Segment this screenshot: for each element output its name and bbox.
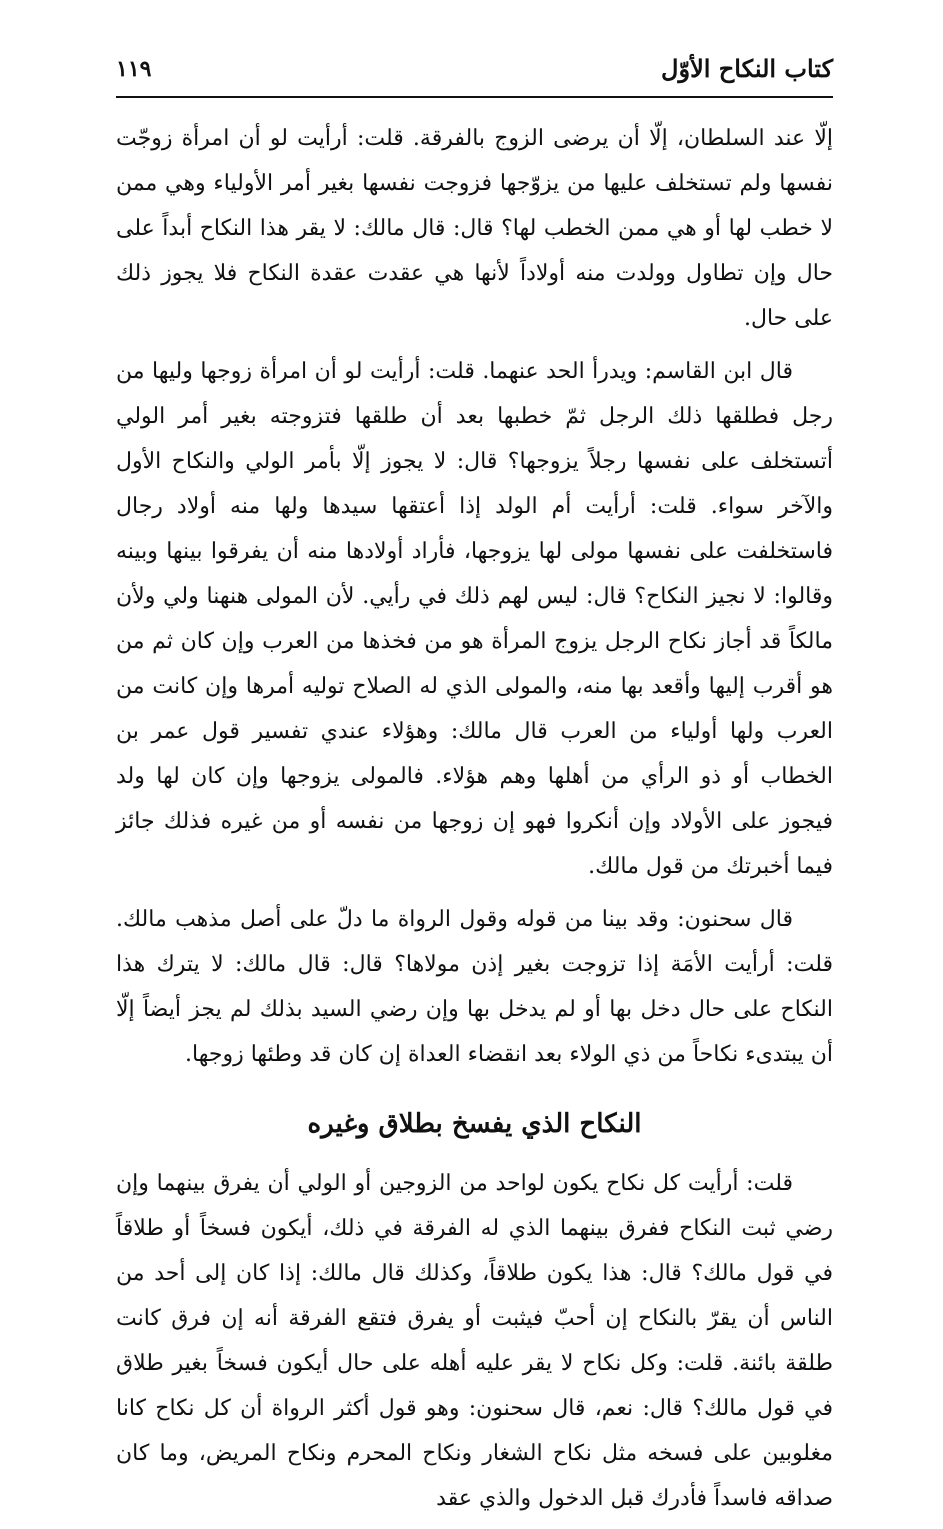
paragraph: قال ابن القاسم: ويدرأ الحد عنهما. قلت: أرأيت لو أن امرأة زوجها وليها من رجل فطلقها ذلك الرجل ثمّ خطبها بعد أن طلقها فتزوجته بغير أمر الولي أتستخلف على نفسها رجلاً يزوجها؟ قال: لا يجوز إلّا بأمر الولي والنكاح الأول والآخر سواء. قلت: أرأيت أم الولد إذا أعتقها سيدها ولها منه أولاد رجال فاستخلفت على نفسها مولى لها يزوجها، فأراد أولادها منه أن يفرقوا بينها وبينه وقالوا: لا نجيز النكاح؟ قال: ليس لهم ذلك في رأيي. لأن المولى هنهنا ولي ولأن مالكاً قد أجاز نكاح الرجل يزوج المرأة هو من فخذها من العرب وإن كان ثم من هو أقرب إليها وأقعد بها منه، والمولى الذي له الصلاح توليه أمرها وإن كانت من العرب ولها أولياء من العرب قال مالك: وهؤلاء عندي تفسير قول عمر بن الخطاب أو ذو الرأي من أهلها وهم هؤلاء. فالمولى يزوجها وإن كان لها ولد فيجوز على الأولاد وإن أنكروا فهو إن زوجها من نفسه أو من غيره فذلك جائز فيما أخبرتك من قول مالك. xyxy=(116,359,833,879)
paragraph: قلت: أرأيت كل نكاح يكون لواحد من الزوجين أو الولي أن يفرق بينهما وإن رضي ثبت النكاح ففرق بينهما الذي له الفرقة في ذلك، أيكون فسخاً أو طلاقاً في قول مالك؟ قال: هذا يكون طلاقاً، وكذلك قال مالك: إذا كان إلى أحد من الناس أن يقرّ بالنكاح إن أحبّ فيثبت أو يفرق فتقع الفرقة أنه إن فرق كانت طلقة بائنة. قلت: وكل نكاح لا يقر عليه أهله على حال أيكون فسخاً بغير طلاق في قول مالك؟ قال: نعم، قال سحنون: وهو قول أكثر الرواة أن كل نكاح كانا مغلوبين على فسخه مثل نكاح الشغار ونكاح المحرم ونكاح المريض، وما كان صداقه فاسداً فأدرك قبل الدخول والذي عقد xyxy=(116,1171,833,1511)
section-heading: النكاح الذي يفسخ بطلاق وغيره xyxy=(307,1109,642,1139)
paragraph: قال سحنون: وقد بينا من قوله وقول الرواة ما دلّ على أصل مذهب مالك. قلت: أرأيت الأمَة إذا تزوجت بغير إذن مولاها؟ قال: قال مالك: لا يترك هذا النكاح على حال دخل بها أو لم يدخل بها وإن رضي السيد بذلك لم يجز أيضاً إلّا أن يبتدىء نكاحاً من ذي الولاء بعد انقضاء العداة إن كان قد وطئها زوجها. xyxy=(116,907,833,1067)
page-header xyxy=(116,52,833,92)
page-number: ١١٩ xyxy=(116,56,152,82)
body-text xyxy=(116,116,833,1529)
paragraph: إلّا عند السلطان، إلّا أن يرضى الزوج بالفرقة. قلت: أرأيت لو أن امرأة زوجّت نفسها ولم تستخلف عليها من يزوّجها فزوجت نفسها بغير أمر الأولياء وهي ممن لا خطب لها أو هي ممن الخطب لها؟ قال: قال مالك: لا يقر هذا النكاح أبداً على حال وإن تطاول وولدت منه أولاداً لأنها هي عقدت عقدة النكاح فلا يجوز ذلك على حال. xyxy=(116,126,833,331)
running-title: كتاب النكاح الأوّل xyxy=(661,54,833,83)
header-rule xyxy=(116,96,833,98)
